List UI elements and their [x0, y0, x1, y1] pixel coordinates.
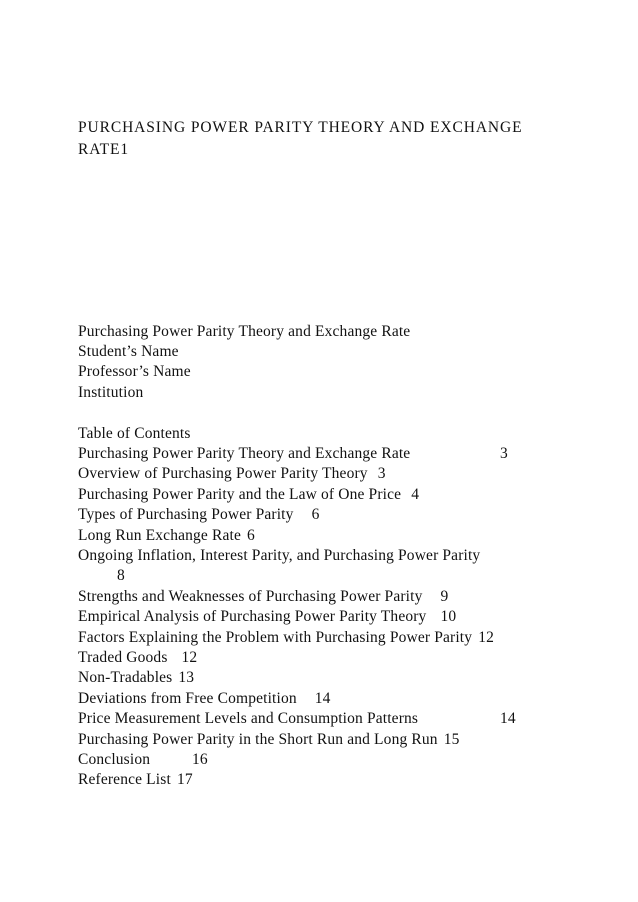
running-header-line2: RATE1 — [78, 141, 129, 158]
toc-entry-page: 12 — [181, 649, 198, 666]
toc-entry-page: 3 — [377, 465, 386, 482]
toc-entry-title: Price Measurement Levels and Consumption Patterns — [78, 710, 419, 727]
toc-entry-title: Long Run Exchange Rate — [78, 527, 241, 544]
toc-entry-title: Deviations from Free Competition — [78, 690, 297, 707]
toc-entry[interactable] — [78, 750, 278, 770]
toc-entry-title: Reference List — [78, 771, 171, 788]
toc-entry[interactable] — [78, 444, 538, 464]
toc-entry-page: 15 — [443, 731, 460, 748]
toc-entry-title: Traded Goods — [78, 649, 168, 666]
toc-entry-page: 3 — [500, 445, 508, 462]
toc-entry-page: 14 — [500, 710, 516, 727]
toc-entry[interactable] — [78, 628, 494, 648]
toc-entry[interactable] — [78, 546, 480, 566]
toc-heading: Table of Contents — [78, 425, 191, 442]
toc-entry-title: Strengths and Weaknesses of Purchasing Power Parity — [78, 588, 423, 605]
toc-entry-page: 16 — [192, 751, 208, 768]
toc-entry[interactable] — [78, 485, 419, 505]
toc-entry-page: 4 — [411, 486, 420, 503]
toc-entry-title: Empirical Analysis of Purchasing Power Parity Theory — [78, 608, 427, 625]
toc-entry-page-wrapped: 8 — [117, 567, 125, 584]
toc-entry-page: 14 — [314, 690, 331, 707]
toc-entry-page: 13 — [178, 669, 195, 686]
toc-entry-title: Types of Purchasing Power Parity — [78, 506, 294, 523]
toc-entry[interactable] — [78, 668, 194, 688]
toc-entry-title: Purchasing Power Parity in the Short Run and Long Run — [78, 731, 438, 748]
toc-entry-page: 9 — [440, 588, 449, 605]
toc-entry[interactable] — [78, 730, 460, 750]
institution-name: Institution — [78, 384, 144, 401]
toc-entry[interactable] — [78, 587, 448, 607]
toc-entry-title: Factors Explaining the Problem with Purchasing Power Parity — [78, 629, 473, 646]
toc-entry-title: Purchasing Power Parity and the Law of One Price — [78, 486, 402, 503]
toc-entry[interactable] — [78, 689, 331, 709]
toc-entry[interactable] — [78, 709, 538, 729]
toc-entry[interactable] — [78, 607, 456, 627]
document-title: Purchasing Power Parity Theory and Exchange Rate — [78, 323, 411, 340]
toc-entry-page: 10 — [440, 608, 457, 625]
toc-entry-title: Ongoing Inflation, Interest Parity, and Purchasing Power Parity — [78, 547, 481, 564]
toc-entry[interactable] — [78, 505, 319, 525]
student-name: Student’s Name — [78, 343, 179, 360]
toc-entry[interactable] — [78, 648, 197, 668]
running-header-line1: PURCHASING POWER PARITY THEORY AND EXCHANGE — [78, 119, 523, 136]
toc-entry-title: Overview of Purchasing Power Parity Theory — [78, 465, 368, 482]
toc-entry-title: Conclusion — [78, 751, 151, 768]
toc-entry-title: Non-Tradables — [78, 669, 173, 686]
toc-entry-title: Purchasing Power Parity Theory and Exchange Rate — [78, 445, 411, 462]
professor-name: Professor’s Name — [78, 363, 191, 380]
toc-entry[interactable] — [78, 526, 255, 546]
toc-entry-page: 6 — [247, 527, 255, 544]
toc-entry-page: 6 — [311, 506, 320, 523]
toc-entry[interactable] — [78, 464, 386, 484]
toc-entry-page: 12 — [478, 629, 494, 646]
toc-entry[interactable] — [78, 770, 193, 790]
toc-entry-page: 17 — [176, 771, 193, 788]
